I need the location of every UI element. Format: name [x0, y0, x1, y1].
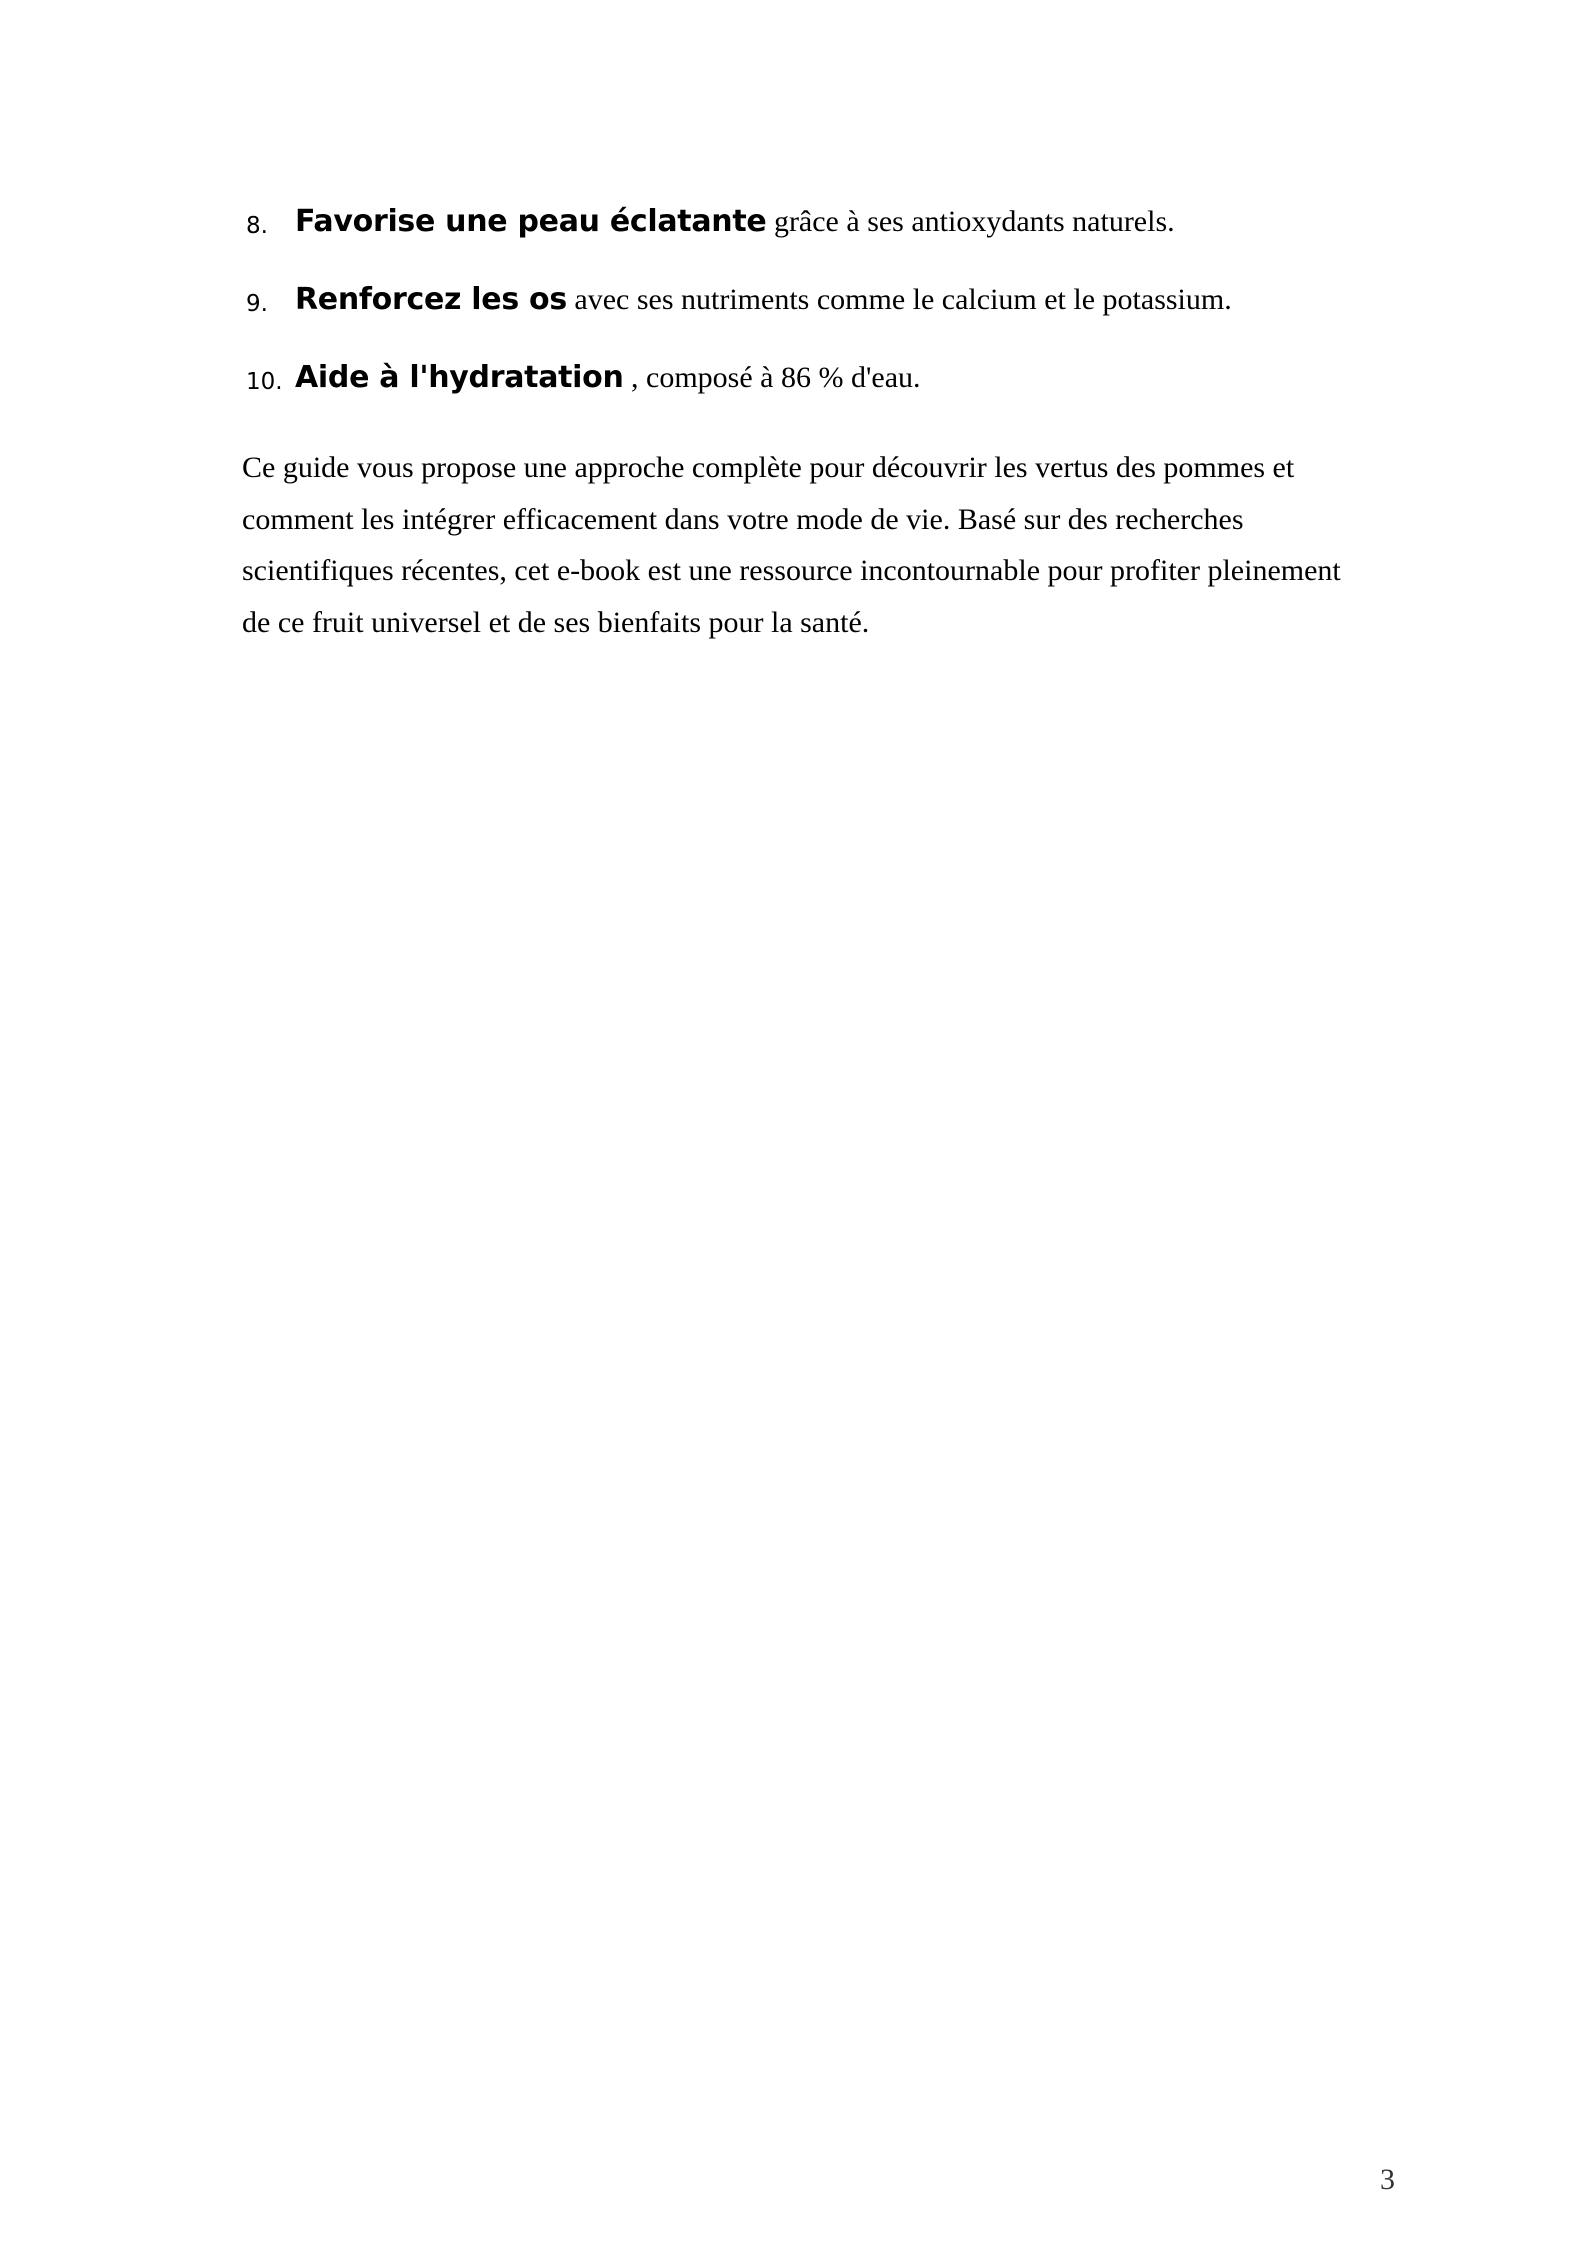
list-item-text [295, 356, 921, 405]
list-item [0, 200, 1588, 278]
list-item-text [295, 200, 1175, 249]
list-item-description: grâce à ses antioxydants naturels. [766, 205, 1175, 238]
list-item-description: avec ses nutriments comme le calcium et le potassium. [566, 283, 1232, 316]
list-item-text [295, 278, 1232, 327]
list-item-description: , composé à 86 % d'eau. [623, 361, 921, 394]
list-item-number: 10. [246, 369, 283, 395]
list-item [0, 278, 1588, 356]
benefits-list [0, 200, 1588, 434]
list-item-heading: Aide à l'hydratation [295, 360, 624, 395]
list-item-heading: Renforcez les os [295, 282, 567, 317]
list-item [0, 356, 1588, 434]
summary-paragraph: Ce guide vous propose une approche complète pour découvrir les vertus des pommes et comment les intégrer efficacement dans votre mode de vie. Basé sur des recherches scientifiques récentes, cet e-book est une ressource incontournable pour profiter pleinement de ce fruit universel et de ses bienfaits pour la santé. [242, 451, 1341, 639]
list-item-number: 8. [246, 213, 268, 239]
list-item-number: 9. [246, 291, 268, 317]
page-number: 3 [1380, 2163, 1395, 2196]
list-item-heading: Favorise une peau éclatante [295, 204, 767, 239]
